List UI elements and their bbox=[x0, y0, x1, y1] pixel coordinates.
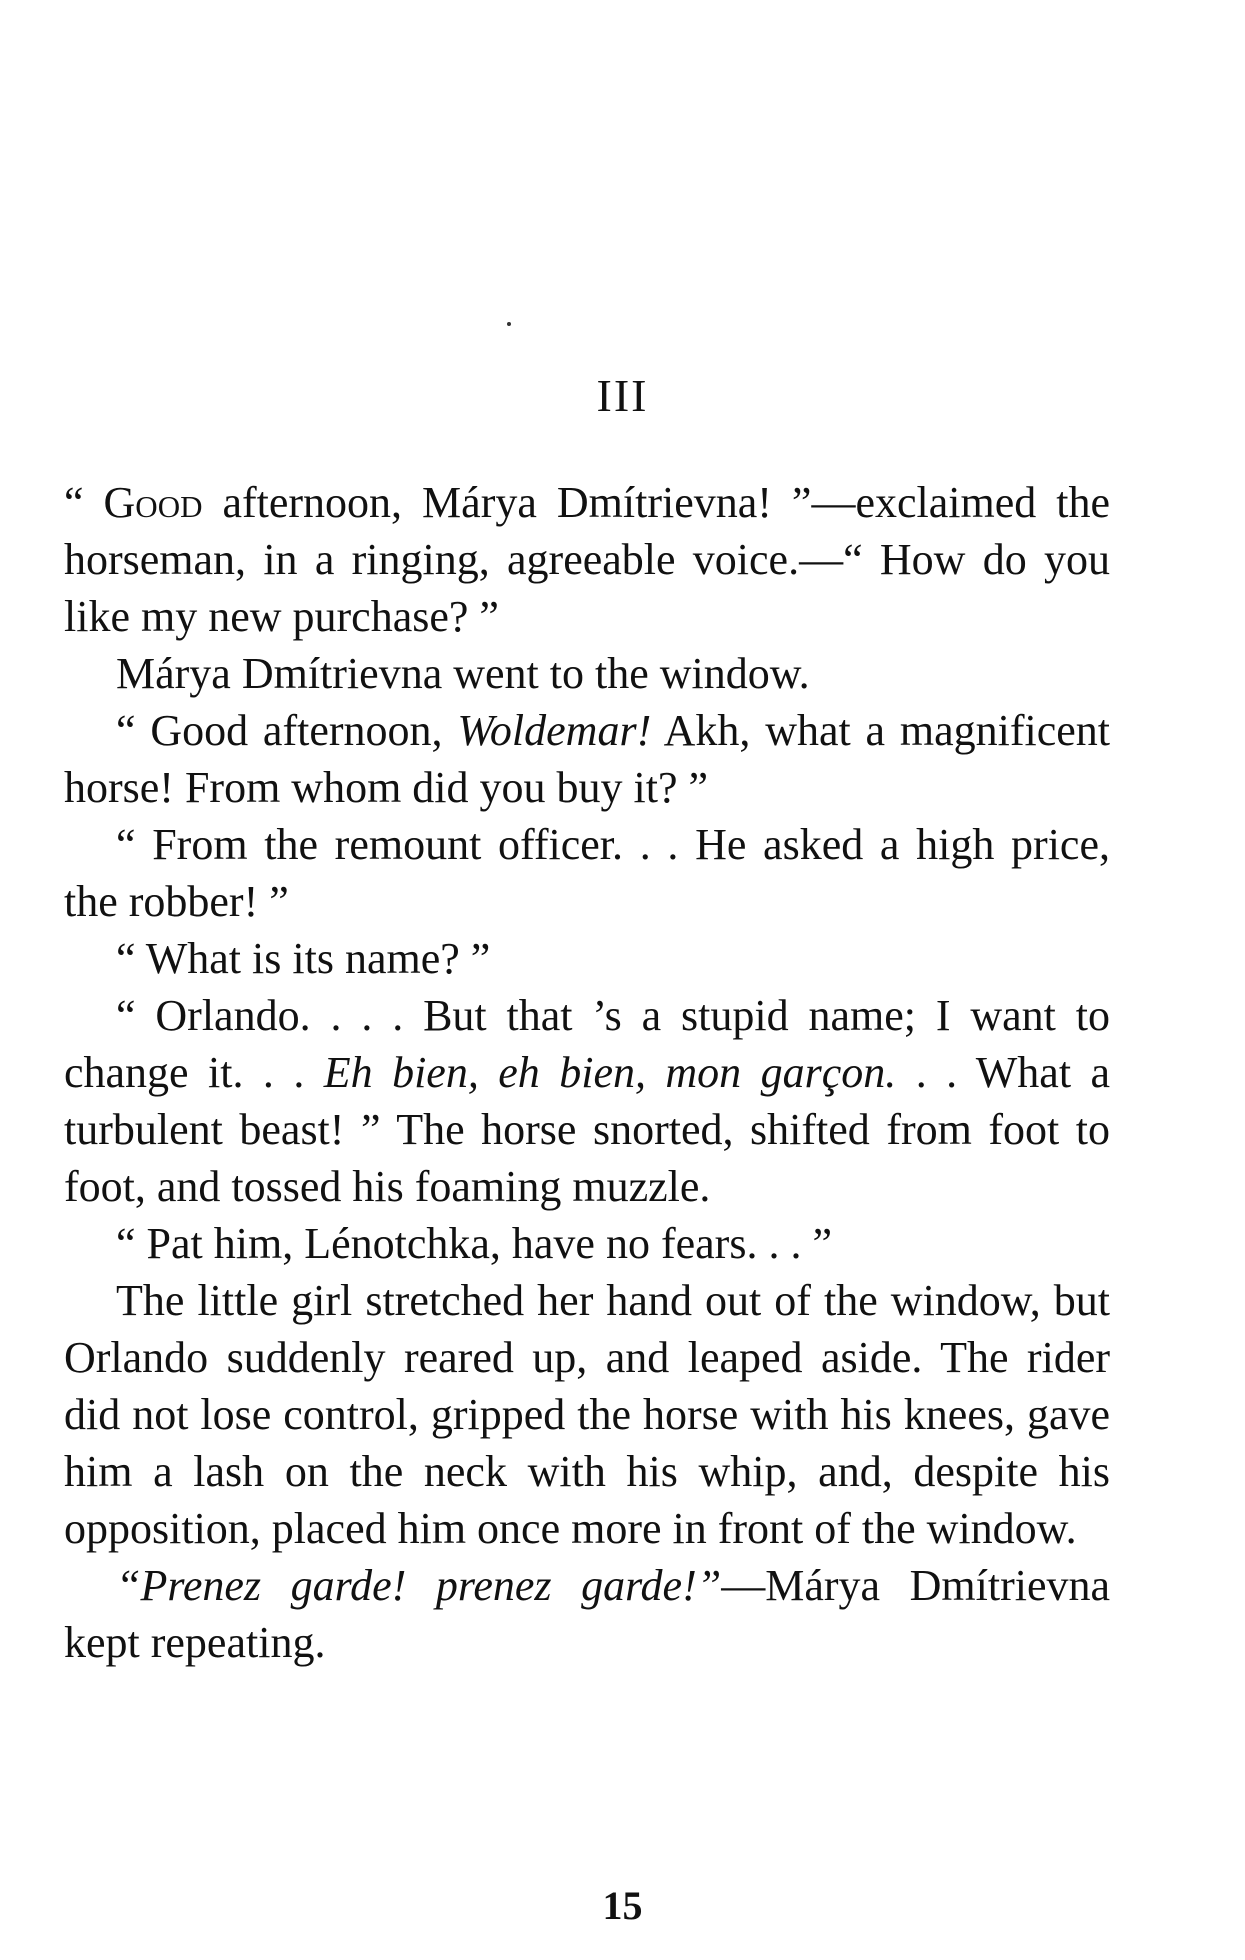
paragraph-9-text-after: —Márya Dmítrievna kept repeating. bbox=[64, 1561, 1111, 1667]
paragraph-6-italic: Eh bien, eh bien, mon garçon. bbox=[323, 1048, 897, 1097]
paragraph-1-first-word: Good bbox=[103, 478, 203, 527]
paragraph-8: The little girl stretched her hand out of the window, but Orlando suddenly reared up, and leaped aside. The rider did not lose control, gripped the horse with his knees, gave him a lash on the neck with his whip, and, despite his opposition, placed him once more in front of the window. bbox=[64, 1276, 1110, 1553]
paragraph-6-text-before: “ Orlando. . . . But that ’s a stupid name; I want to change it. . . bbox=[64, 991, 1110, 1097]
paragraph-3-text-after: Akh, what a magnificent horse! From whom did you buy it? ” bbox=[64, 706, 1110, 812]
paragraph-7: “ Pat him, Lénotchka, have no fears. . . ” bbox=[116, 1219, 832, 1268]
paragraph-6 bbox=[64, 987, 1110, 1215]
paragraph-3-italic: Woldemar! bbox=[457, 706, 652, 755]
paragraph-9-italic: “Prenez garde! prenez garde!” bbox=[116, 1561, 722, 1610]
paragraph-3 bbox=[64, 702, 1110, 816]
chapter-heading: III bbox=[596, 370, 649, 421]
page-number: 15 bbox=[602, 1883, 643, 1928]
paragraph-6-text-after: . . What a turbulent beast! ” The horse snorted, shifted from foot to foot, and tossed his foaming muzzle. bbox=[64, 1048, 1110, 1211]
paragraph-1 bbox=[64, 474, 1110, 645]
paragraph-1-text: afternoon, Márya Dmítrievna! ”—exclaimed the horseman, in a ringing, agreeable voice.—“ How do you like my new purchase? ” bbox=[64, 478, 1110, 641]
paragraph-1-open-quote: “ bbox=[64, 478, 104, 527]
stray-ink-dot bbox=[507, 322, 511, 326]
paragraph-3-text-before: “ Good afternoon, bbox=[116, 706, 458, 755]
paragraph-5: “ What is its name? ” bbox=[116, 934, 491, 983]
paragraph-9 bbox=[64, 1557, 1110, 1671]
paragraph-4: “ From the remount officer. . . He asked a high price, the robber! ” bbox=[64, 820, 1110, 926]
body-text bbox=[64, 474, 1110, 1671]
paragraph-2: Márya Dmítrievna went to the window. bbox=[116, 649, 810, 698]
